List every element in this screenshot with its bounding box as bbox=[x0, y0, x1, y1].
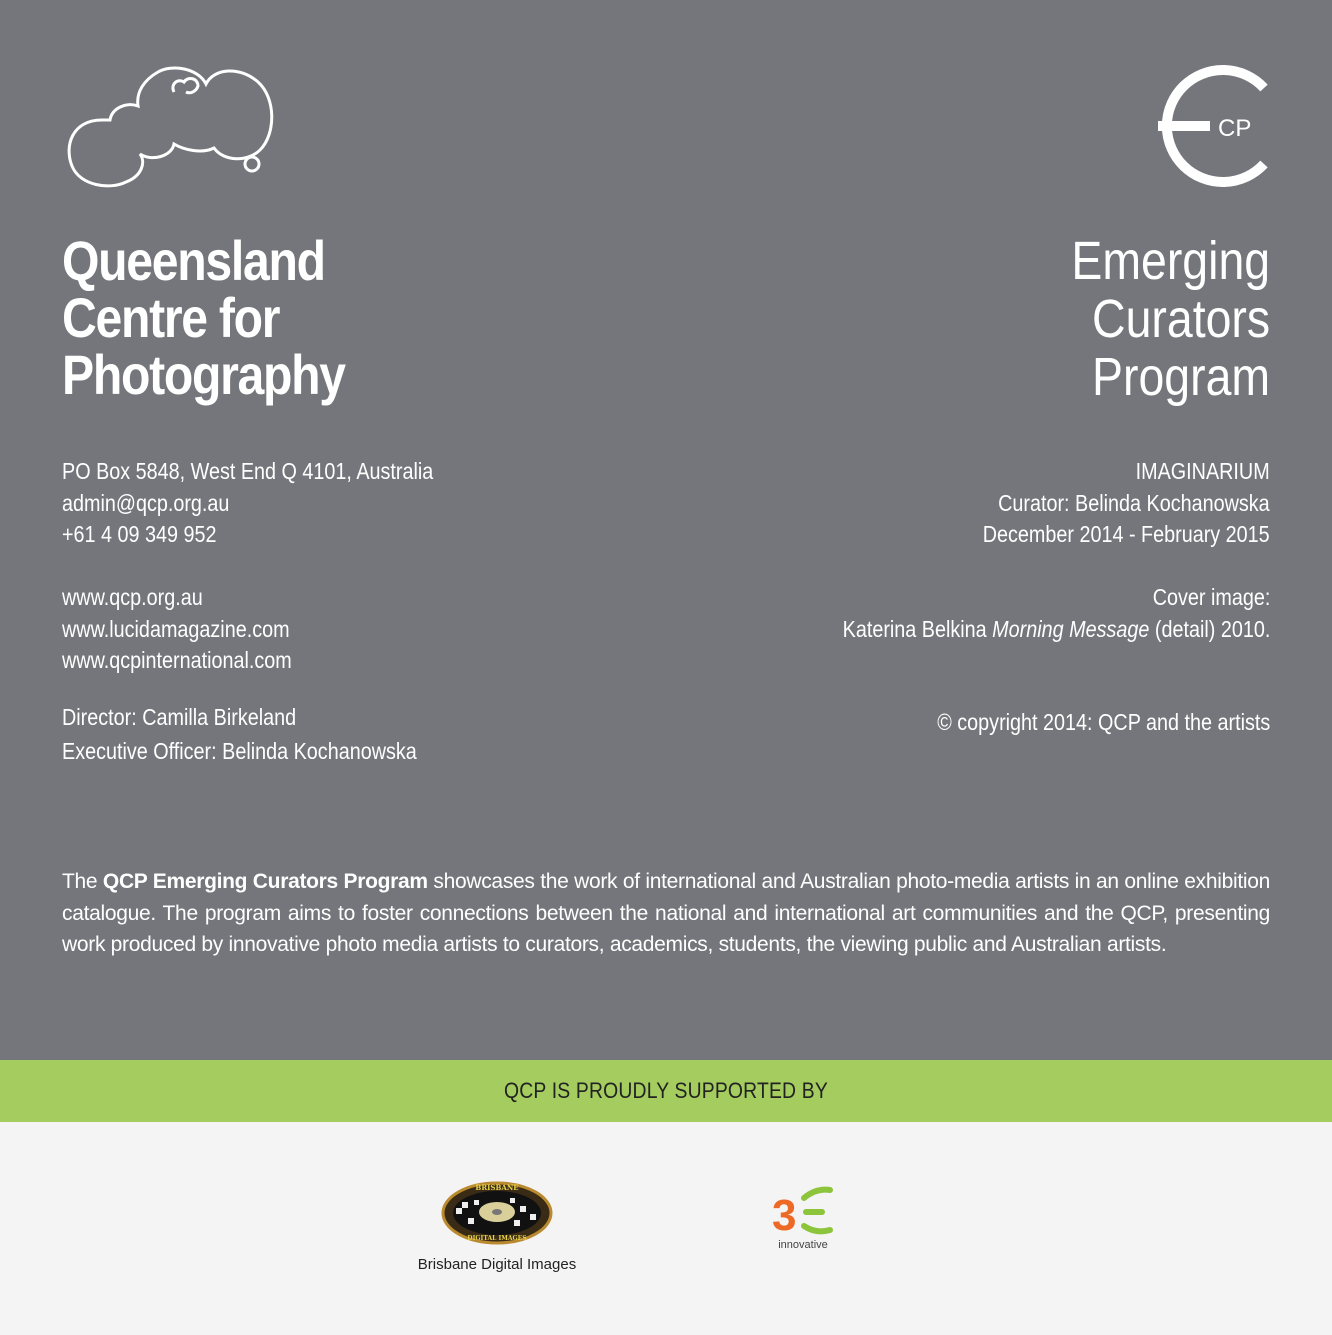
cover-label: Cover image: bbox=[1152, 584, 1270, 610]
sponsors-area bbox=[0, 1122, 1332, 1335]
ecp-logo-icon bbox=[1148, 60, 1278, 192]
ecp-logo-text: CP bbox=[1218, 115, 1252, 142]
contact-block bbox=[62, 456, 433, 551]
program-title-line: Curators bbox=[1091, 289, 1270, 349]
support-banner bbox=[0, 1060, 1332, 1122]
cover-work-title: Morning Message bbox=[991, 615, 1150, 642]
cover-artist: Katerina Belkina bbox=[842, 615, 992, 642]
cover-suffix: (detail) 2010. bbox=[1149, 615, 1270, 642]
org-title-line: Queensland bbox=[62, 229, 325, 292]
website-link[interactable]: www.qcpinternational.com bbox=[62, 647, 292, 673]
org-title-line: Centre for bbox=[62, 286, 280, 349]
program-title bbox=[1071, 232, 1270, 406]
phone-number: +61 4 09 349 952 bbox=[62, 521, 217, 547]
program-title-line: Emerging bbox=[1071, 231, 1270, 291]
program-title-line: Program bbox=[1091, 347, 1270, 407]
program-description bbox=[62, 866, 1270, 961]
exhibition-dates: December 2014 - February 2015 bbox=[983, 521, 1270, 547]
email-link[interactable]: admin@qcp.org.au bbox=[62, 489, 230, 516]
bdi-logo-text-bottom: DIGITAL IMAGES bbox=[467, 1235, 527, 1242]
bdi-logo-text-top: BRISBANE bbox=[475, 1183, 519, 1192]
innovative-logo-mark: 3 bbox=[772, 1191, 797, 1240]
org-title bbox=[62, 229, 345, 406]
org-title-line: Photography bbox=[62, 343, 345, 406]
support-label: QCP IS PROUDLY SUPPORTED BY bbox=[504, 1078, 828, 1103]
copyright-block bbox=[937, 707, 1270, 739]
copyright: © copyright 2014: QCP and the artists bbox=[936, 709, 1270, 735]
exhibition-block bbox=[983, 456, 1270, 551]
description-text: showcases the work of international and Australian photo-media artists in an online exhibition catalogue. The program aims to foster connections between the national and international art communities and the QCP, presenting work produced by innovative photo media artists to curators, academics, students, the viewing public and Australian artists. bbox=[62, 870, 1270, 956]
disc-logo-icon bbox=[440, 1180, 554, 1246]
cover-credit-line bbox=[842, 614, 1270, 646]
postal-address: PO Box 5848, West End Q 4101, Australia bbox=[62, 458, 434, 484]
website-link[interactable]: www.qcp.org.au bbox=[62, 584, 203, 610]
innovative-logo-word: innovative bbox=[778, 1239, 828, 1251]
innovative-logo-icon bbox=[768, 1184, 838, 1252]
exhibition-title: IMAGINARIUM bbox=[1135, 458, 1270, 484]
sponsor-name: Brisbane Digital Images bbox=[417, 1256, 577, 1273]
staff-block bbox=[62, 700, 417, 768]
websites-block bbox=[62, 582, 292, 677]
description-lead: The bbox=[62, 870, 103, 893]
exhibition-curator: Curator: Belinda Kochanowska bbox=[998, 489, 1270, 516]
qcp-bubble-logo-icon bbox=[62, 58, 282, 198]
director: Director: Camilla Birkeland bbox=[62, 704, 297, 730]
cover-credit bbox=[842, 582, 1270, 645]
executive-officer: Executive Officer: Belinda Kochanowska bbox=[62, 738, 417, 764]
website-link[interactable]: www.lucidamagazine.com bbox=[62, 615, 290, 642]
description-program-name: QCP Emerging Curators Program bbox=[102, 870, 428, 893]
